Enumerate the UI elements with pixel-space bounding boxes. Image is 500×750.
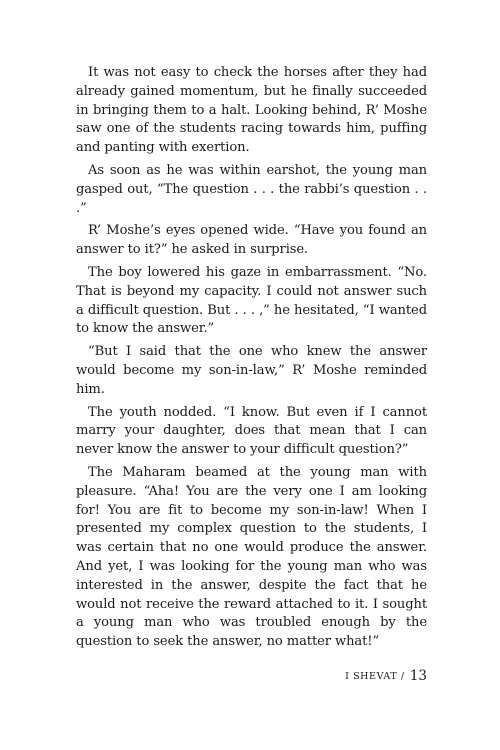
running-head: I SHEVAT / [345,671,405,682]
page-body [76,64,427,652]
paragraph: The Maharam beamed at the young man with pleasure. “Aha! You are the very one I am looking for! You are fit to become my son-in-law! When I presented my complex question to the students, I was certain that no one would produce the answer. And yet, I was looking for the young man who was interested in the answer, despite the fact that he would not receive the reward attached to it. I sought a young man who was troubled enough by the question to seek the answer, no matter what!” [76,464,427,650]
page-footer [345,665,427,684]
paragraph: R’ Moshe’s eyes opened wide. “Have you found an answer to it?” he asked in surprise. [76,223,427,258]
paragraph: The boy lowered his gaze in embarrassment. “No. That is beyond my capacity. I could not answer such a difficult question. But . . . ,” he hesitated, “I wanted to know the answer.” [76,264,427,337]
page-number: 13 [409,668,427,684]
paragraph: The youth nodded. “I know. But even if I cannot marry your daughter, does that mean that I can never know the answer to your difficult question?” [76,404,427,458]
paragraph: As soon as he was within earshot, the young man gasped out, “The question . . . the rabbi’s question . . .” [76,162,427,216]
paragraph: “But I said that the one who knew the answer would become my son-in-law,” R’ Moshe reminded him. [76,344,427,397]
paragraph: It was not easy to check the horses after they had already gained momentum, but he finally succeeded in bringing them to a halt. Looking behind, R’ Moshe saw one of the students racing towards him, puffing and panting with exertion. [76,65,427,156]
